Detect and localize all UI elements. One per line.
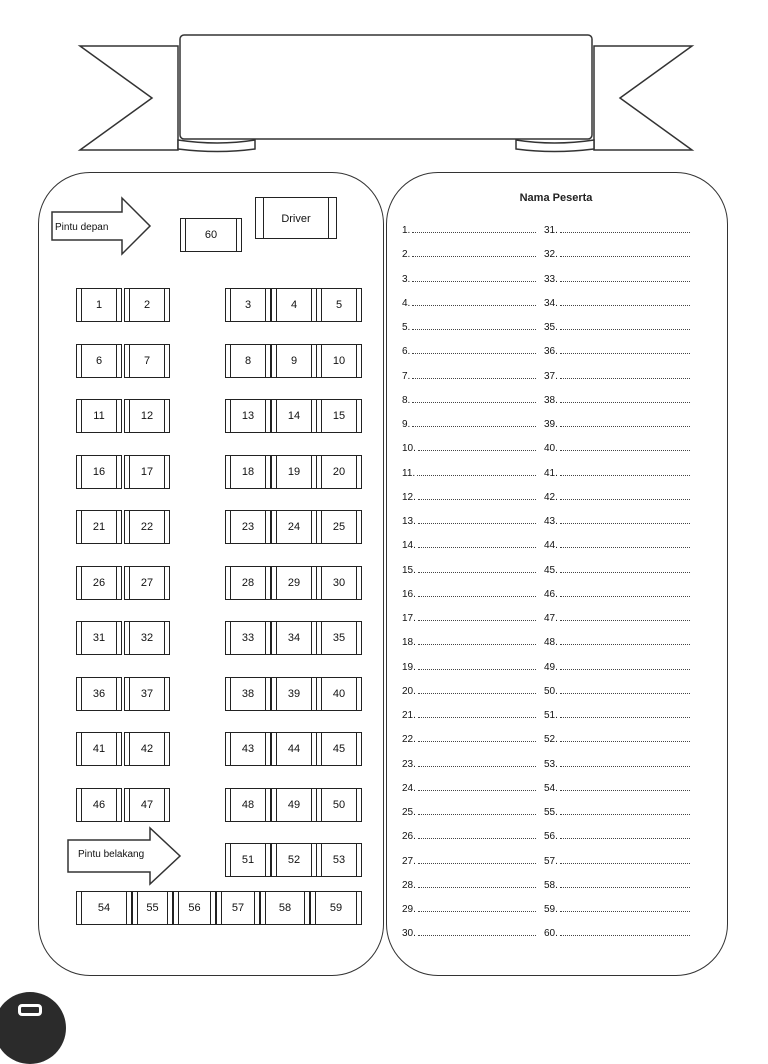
seat[interactable]: 4 (271, 288, 317, 322)
seat[interactable]: 23 (225, 510, 271, 544)
entry-number: 54. (544, 782, 558, 794)
seat[interactable]: 31 (76, 621, 122, 655)
name-blank-line[interactable] (418, 669, 536, 670)
name-blank-line[interactable] (418, 523, 536, 524)
name-blank-line[interactable] (560, 863, 690, 864)
entry-number: 55. (544, 807, 558, 818)
name-blank-line[interactable] (560, 766, 690, 767)
participant-entry (402, 222, 536, 236)
seat[interactable]: 12 (124, 399, 170, 433)
entry-number: 7. (402, 370, 411, 382)
seat[interactable]: 59 (310, 891, 362, 925)
entry-number: 41. (544, 467, 558, 479)
name-blank-line[interactable] (560, 911, 690, 912)
driver-label: Driver (281, 213, 311, 225)
seat[interactable]: 7 (124, 344, 170, 378)
participant-entry (544, 368, 690, 382)
participant-entry (544, 683, 690, 697)
entry-number: 49. (544, 661, 558, 673)
entry-number: 53. (544, 758, 558, 770)
entry-number: 30. (402, 928, 416, 940)
participant-entry (402, 343, 536, 357)
participant-entry (544, 853, 690, 867)
participant-entry (544, 707, 690, 721)
participant-list-title: Nama Peserta (519, 192, 593, 204)
participant-entry (402, 877, 536, 891)
entry-number: 27. (402, 855, 416, 867)
name-blank-line[interactable] (560, 353, 690, 354)
seat[interactable]: 44 (271, 732, 317, 766)
participant-entry (544, 586, 690, 600)
participant-entry (402, 610, 536, 624)
seat[interactable]: 55 (132, 891, 173, 925)
entry-number: 58. (544, 879, 558, 891)
entry-number: 20. (402, 685, 416, 697)
participant-entry (544, 513, 690, 527)
name-blank-line[interactable] (560, 281, 690, 282)
ribbon-fold-left (178, 140, 255, 152)
participant-entry (402, 804, 536, 818)
seat[interactable]: 47 (124, 788, 170, 822)
seat[interactable]: 46 (76, 788, 122, 822)
participant-entry (544, 780, 690, 794)
name-blank-line[interactable] (418, 887, 536, 888)
name-blank-line[interactable] (560, 620, 690, 621)
ribbon-tail-right (594, 46, 692, 150)
name-blank-line[interactable] (560, 402, 690, 403)
seat[interactable]: 26 (76, 566, 122, 600)
participant-entry (544, 416, 690, 430)
entry-number: 10. (402, 443, 416, 455)
name-blank-line[interactable] (560, 256, 690, 257)
name-blank-line[interactable] (560, 790, 690, 791)
name-blank-line[interactable] (560, 547, 690, 548)
participant-entry (544, 731, 690, 745)
participant-entry (402, 659, 536, 673)
entry-number: 38. (544, 394, 558, 406)
entry-number: 23. (402, 758, 416, 770)
name-blank-line[interactable] (412, 281, 536, 282)
seat[interactable]: 45 (316, 732, 362, 766)
name-blank-line[interactable] (418, 572, 536, 573)
seat[interactable]: 20 (316, 455, 362, 489)
participant-entry (544, 901, 690, 915)
entry-number: 37. (544, 370, 558, 382)
name-blank-line[interactable] (412, 353, 536, 354)
seat[interactable]: 32 (124, 621, 170, 655)
participant-entry (402, 465, 536, 479)
entry-number: 3. (402, 273, 411, 285)
seat[interactable]: 33 (225, 621, 271, 655)
participant-entry (402, 440, 536, 454)
participant-entry (402, 319, 536, 333)
participant-entry (402, 828, 536, 842)
name-blank-line[interactable] (418, 693, 536, 694)
corner-badge-icon (0, 992, 66, 1064)
name-blank-line[interactable] (560, 644, 690, 645)
name-blank-line[interactable] (560, 814, 690, 815)
seat[interactable]: 28 (225, 566, 271, 600)
seat[interactable]: 41 (76, 732, 122, 766)
participant-entry (544, 804, 690, 818)
name-blank-line[interactable] (412, 305, 536, 306)
name-blank-line[interactable] (560, 741, 690, 742)
entry-number: 36. (544, 346, 558, 358)
seat[interactable]: 49 (271, 788, 317, 822)
entry-number: 57. (544, 855, 558, 867)
participant-entry (402, 489, 536, 503)
seat[interactable]: 8 (225, 344, 271, 378)
participant-entry (544, 537, 690, 551)
name-blank-line[interactable] (560, 426, 690, 427)
name-blank-line[interactable] (412, 256, 536, 257)
seat[interactable]: 53 (316, 843, 362, 877)
participant-entry (402, 246, 536, 260)
participant-entry (402, 416, 536, 430)
participant-entry (544, 465, 690, 479)
entry-number: 18. (402, 637, 416, 649)
seat[interactable]: 52 (271, 843, 317, 877)
entry-number: 60. (544, 928, 558, 940)
seat[interactable]: 6 (76, 344, 122, 378)
participant-entry (402, 853, 536, 867)
entry-number: 31. (544, 225, 558, 236)
participant-entry (544, 489, 690, 503)
seat[interactable]: 18 (225, 455, 271, 489)
name-blank-line[interactable] (418, 741, 536, 742)
seat[interactable]: 42 (124, 732, 170, 766)
name-blank-line[interactable] (560, 523, 690, 524)
seat[interactable]: 11 (76, 399, 122, 433)
seat[interactable]: 10 (316, 344, 362, 378)
participant-entry (544, 440, 690, 454)
entry-number: 45. (544, 564, 558, 576)
seat[interactable]: 1 (76, 288, 122, 322)
name-blank-line[interactable] (418, 935, 536, 936)
seat[interactable]: 14 (271, 399, 317, 433)
entry-number: 47. (544, 613, 558, 624)
name-blank-line[interactable] (560, 329, 690, 330)
entry-number: 4. (402, 297, 411, 309)
seat[interactable]: 13 (225, 399, 271, 433)
seat[interactable]: 25 (316, 510, 362, 544)
entry-number: 40. (544, 443, 558, 455)
name-blank-line[interactable] (418, 766, 536, 767)
entry-number: 56. (544, 831, 558, 843)
entry-number: 1. (402, 225, 411, 236)
entry-number: 59. (544, 904, 558, 915)
name-blank-line[interactable] (560, 596, 690, 597)
ribbon-tail-left (80, 46, 178, 150)
participant-entry (402, 756, 536, 770)
seat[interactable]: 16 (76, 455, 122, 489)
seat[interactable]: 37 (124, 677, 170, 711)
name-blank-line[interactable] (418, 620, 536, 621)
seat[interactable]: 5 (316, 288, 362, 322)
participant-entry (402, 392, 536, 406)
name-blank-line[interactable] (412, 232, 536, 233)
name-blank-line[interactable] (560, 475, 690, 476)
seat[interactable]: 60 (180, 218, 242, 252)
name-blank-line[interactable] (418, 838, 536, 839)
entry-number: 19. (402, 661, 416, 673)
entry-number: 33. (544, 273, 558, 285)
entry-number: 50. (544, 685, 558, 697)
participant-entry (544, 925, 690, 939)
entry-number: 51. (544, 710, 558, 721)
name-blank-line[interactable] (560, 693, 690, 694)
seat[interactable]: 51 (225, 843, 271, 877)
name-blank-line[interactable] (560, 378, 690, 379)
entry-number: 42. (544, 491, 558, 503)
name-blank-line[interactable] (418, 499, 536, 500)
name-blank-line[interactable] (418, 911, 536, 912)
name-blank-line[interactable] (412, 426, 536, 427)
name-blank-line[interactable] (560, 935, 690, 936)
entry-number: 11. (402, 467, 416, 479)
entry-number: 16. (402, 588, 416, 600)
ribbon-banner (0, 0, 768, 160)
entry-number: 28. (402, 879, 416, 891)
entry-number: 32. (544, 249, 558, 261)
participant-entry (402, 513, 536, 527)
seat[interactable]: 48 (225, 788, 271, 822)
participant-entry (544, 319, 690, 333)
participant-entry (402, 562, 536, 576)
entry-number: 9. (402, 419, 411, 430)
participant-entry (544, 246, 690, 260)
entry-number: 35. (544, 322, 558, 333)
seat[interactable]: 34 (271, 621, 317, 655)
seat[interactable]: 56 (173, 891, 216, 925)
name-blank-line[interactable] (560, 887, 690, 888)
name-blank-line[interactable] (418, 790, 536, 791)
participant-entry (544, 659, 690, 673)
participant-entry (402, 368, 536, 382)
name-blank-line[interactable] (560, 499, 690, 500)
entry-number: 2. (402, 249, 411, 261)
participant-entry (402, 707, 536, 721)
seat[interactable]: 38 (225, 677, 271, 711)
entry-number: 14. (402, 540, 416, 552)
entry-number: 43. (544, 516, 558, 527)
seat[interactable]: 30 (316, 566, 362, 600)
entry-number: 52. (544, 734, 558, 746)
participant-entry (544, 610, 690, 624)
participant-entry (544, 756, 690, 770)
participant-entry (402, 925, 536, 939)
name-blank-line[interactable] (418, 814, 536, 815)
entry-number: 12. (402, 491, 416, 503)
entry-number: 46. (544, 588, 558, 600)
name-blank-line[interactable] (418, 450, 536, 451)
seat[interactable]: 35 (316, 621, 362, 655)
participant-entry (544, 271, 690, 285)
ribbon-center (180, 35, 592, 139)
seat[interactable]: 2 (124, 288, 170, 322)
entry-number: 6. (402, 346, 411, 358)
seat[interactable]: 22 (124, 510, 170, 544)
participant-entry (402, 731, 536, 745)
seat[interactable]: 3 (225, 288, 271, 322)
entry-number: 21. (402, 710, 416, 721)
seat[interactable]: 9 (271, 344, 317, 378)
seat[interactable]: 24 (271, 510, 317, 544)
name-blank-line[interactable] (560, 232, 690, 233)
seat[interactable]: 29 (271, 566, 317, 600)
participant-entry (544, 877, 690, 891)
seat[interactable]: 39 (271, 677, 317, 711)
seat[interactable]: 58 (260, 891, 310, 925)
participant-entry (402, 780, 536, 794)
name-blank-line[interactable] (418, 717, 536, 718)
entry-number: 15. (402, 564, 416, 576)
entry-number: 5. (402, 322, 411, 333)
name-blank-line[interactable] (560, 717, 690, 718)
participant-entry (544, 828, 690, 842)
entry-number: 29. (402, 904, 416, 915)
participant-entry (402, 271, 536, 285)
seat[interactable]: 54 (76, 891, 132, 925)
participant-entry (544, 343, 690, 357)
participant-entry (544, 562, 690, 576)
participant-entry (544, 222, 690, 236)
seat[interactable]: 57 (216, 891, 260, 925)
entry-number: 22. (402, 734, 416, 746)
name-blank-line[interactable] (412, 402, 536, 403)
participant-entry (402, 295, 536, 309)
seat[interactable]: 40 (316, 677, 362, 711)
entry-number: 24. (402, 782, 416, 794)
participant-entry (544, 295, 690, 309)
entry-number: 25. (402, 807, 416, 818)
entry-number: 48. (544, 637, 558, 649)
participant-entry (544, 392, 690, 406)
seat[interactable]: 21 (76, 510, 122, 544)
seat[interactable]: 15 (316, 399, 362, 433)
entry-number: 13. (402, 516, 416, 527)
entry-number: 17. (402, 613, 416, 624)
seat[interactable]: 36 (76, 677, 122, 711)
name-blank-line[interactable] (418, 596, 536, 597)
name-blank-line[interactable] (560, 305, 690, 306)
participant-entry (402, 901, 536, 915)
seat[interactable]: 27 (124, 566, 170, 600)
name-blank-line[interactable] (560, 669, 690, 670)
seat[interactable]: 50 (316, 788, 362, 822)
name-blank-line[interactable] (418, 644, 536, 645)
front-door-label: Pintu depan (55, 222, 109, 233)
participant-entry (544, 634, 690, 648)
name-blank-line[interactable] (418, 547, 536, 548)
participant-entry (402, 634, 536, 648)
participant-entry (402, 683, 536, 697)
name-blank-line[interactable] (412, 329, 536, 330)
name-blank-line[interactable] (417, 475, 536, 476)
entry-number: 39. (544, 419, 558, 430)
name-blank-line[interactable] (560, 572, 690, 573)
name-blank-line[interactable] (412, 378, 536, 379)
seat[interactable]: 19 (271, 455, 317, 489)
seat[interactable]: 17 (124, 455, 170, 489)
participant-entry (402, 586, 536, 600)
rear-door-label: Pintu belakang (78, 849, 145, 860)
ribbon-fold-right (516, 140, 594, 152)
driver-seat (255, 197, 337, 239)
participant-entry (402, 537, 536, 551)
name-blank-line[interactable] (560, 838, 690, 839)
entry-number: 44. (544, 540, 558, 552)
name-blank-line[interactable] (418, 863, 536, 864)
name-blank-line[interactable] (560, 450, 690, 451)
entry-number: 34. (544, 297, 558, 309)
seat[interactable]: 43 (225, 732, 271, 766)
entry-number: 26. (402, 831, 416, 843)
entry-number: 8. (402, 394, 411, 406)
